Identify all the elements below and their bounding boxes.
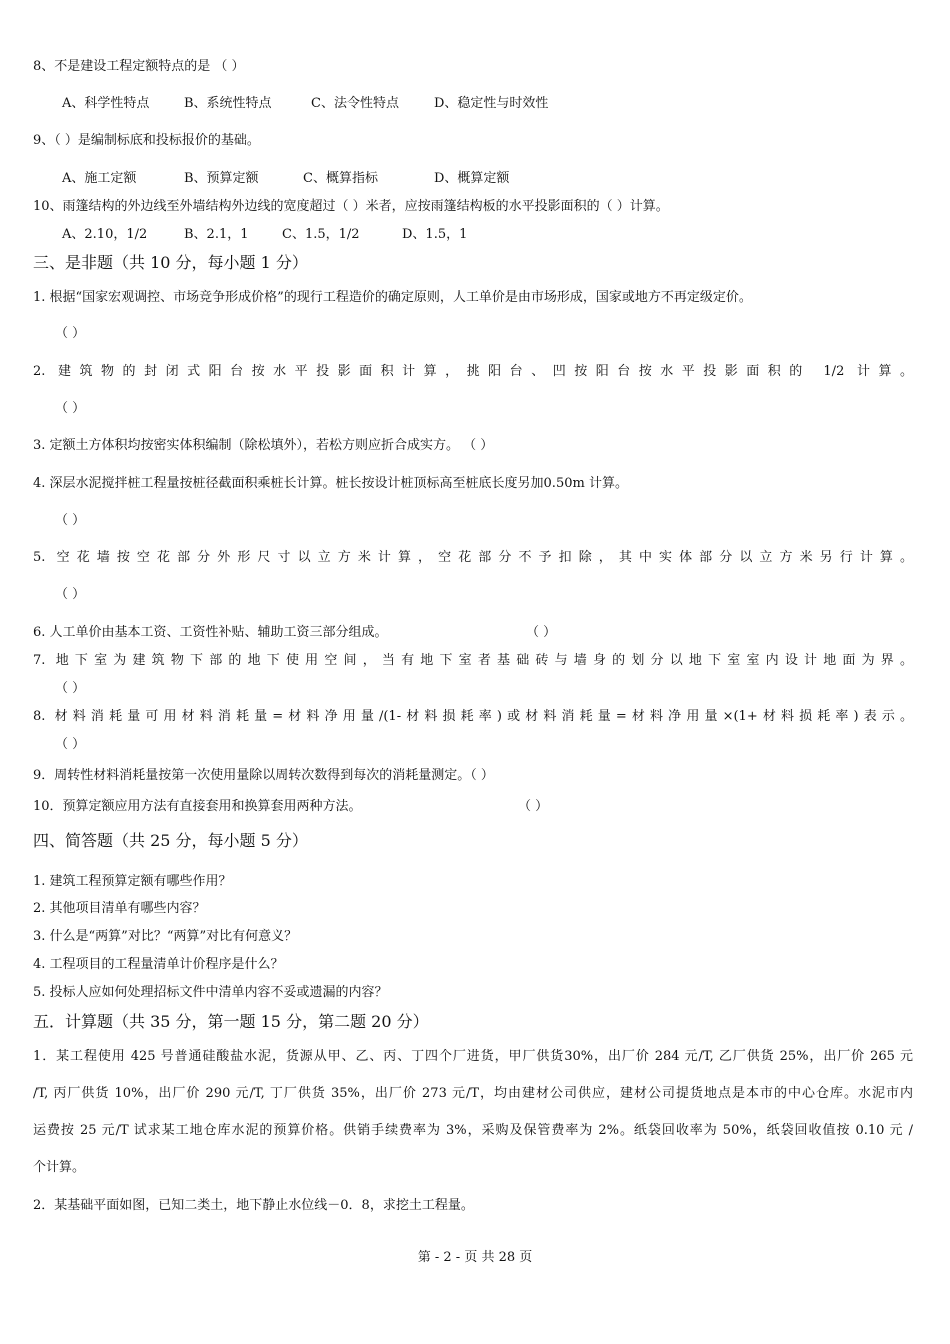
sa-item: 4. 工程项目的工程量清单计价程序是什么？ (33, 957, 284, 972)
calc-q1-line: /T, 丙厂供货 10%，出厂价 290 元/T, 丁厂供货 35%，出厂价 273 元/T，均由建材公司供应，建材公司提货地点是本市的中心仓库。水泥市内 (33, 1086, 913, 1101)
mc-q9-option-c: C、概算指标 (303, 171, 378, 186)
mc-q8: 8、不是建设工程定额特点的是 （ ） (33, 59, 245, 74)
mc-q10-option-b: B、2.1，1 (184, 227, 249, 242)
mc-q8-option-a: A、科学性特点 (62, 96, 150, 111)
tf-q2-answer-blank: （ ） (55, 401, 86, 416)
tf-q10-answer-blank: （ ） (518, 799, 549, 814)
tf-q10: 10．预算定额应用方法有直接套用和换算套用两种方法。 (33, 799, 362, 814)
tf-q1: 1. 根据“国家宏观调控、市场竞争形成价格”的现行工程造价的确定原则，人工单价是由市场形成，国家或地方不再定级定价。 (33, 290, 752, 305)
tf-q6: 6. 人工单价由基本工资、工资性补贴、辅助工资三部分组成。 (33, 625, 388, 640)
calc-q1-line: 1．某工程使用 425 号普通硅酸盐水泥，货源从甲、乙、丙、丁四个厂进货，甲厂供货30%，出厂价 284 元/T, 乙厂供货 25%，出厂价 265 元 (33, 1049, 913, 1064)
tf-q8-answer-blank: （ ） (55, 737, 86, 752)
mc-q9-option-a: A、施工定额 (62, 171, 137, 186)
tf-q7-answer-blank: （ ） (55, 681, 86, 696)
calc-q2: 2．某基础平面如图，已知二类土，地下静止水位线－0．8，求挖土工程量。 (33, 1198, 474, 1213)
mc-q9: 9、（ ）是编制标底和投标报价的基础。 (33, 133, 260, 148)
tf-q8: 8. 材料消耗量可用材料消耗量=材料净用量/(1-材料损耗率)或材料消耗量=材料净用量×(1+材料损耗率)表示。 (33, 709, 913, 724)
tf-q5: 5. 空花墙按空花部分外形尺寸以立方米计算，空花部分不予扣除，其中实体部分以立方米另行计算。 (33, 550, 913, 565)
tf-q4: 4. 深层水泥搅拌桩工程量按桩径截面积乘桩长计算。桩长按设计桩顶标高至桩底长度另加0.50m 计算。 (33, 476, 628, 491)
tf-q7: 7. 地下室为建筑物下部的地下使用空间，当有地下室者基础砖与墙身的划分以地下室室内设计地面为界。 (33, 653, 913, 668)
mc-q8-option-d: D、稳定性与时效性 (434, 96, 549, 111)
tf-q1-answer-blank: （ ） (55, 326, 86, 341)
page-footer: 第 - 2 - 页 共 28 页 (417, 1250, 533, 1265)
tf-q4-answer-blank: （ ） (55, 513, 86, 528)
section-heading-short-answer: 四、简答题（共 25 分，每小题 5 分） (33, 831, 308, 850)
mc-q9-option-b: B、预算定额 (184, 171, 259, 186)
mc-q10-option-d: D、1.5，1 (402, 227, 468, 242)
sa-item: 3. 什么是“两算”对比？“两算”对比有何意义？ (33, 929, 298, 944)
sa-item: 5. 投标人应如何处理招标文件中清单内容不妥或遗漏的内容？ (33, 985, 388, 1000)
tf-q6-answer-blank: （ ） (526, 625, 557, 640)
sa-item: 2. 其他项目清单有哪些内容？ (33, 901, 206, 916)
mc-q10-option-c: C、1.5，1/2 (282, 227, 360, 242)
tf-q9: 9．周转性材料消耗量按第一次使用量除以周转次数得到每次的消耗量测定。（ ） (33, 768, 494, 783)
mc-q8-option-b: B、系统性特点 (184, 96, 272, 111)
tf-q5-answer-blank: （ ） (55, 587, 86, 602)
sa-item: 1. 建筑工程预算定额有哪些作用？ (33, 874, 232, 889)
mc-q10-option-a: A、2.10，1/2 (62, 227, 148, 242)
section-heading-true-false: 三、是非题（共 10 分，每小题 1 分） (33, 253, 308, 272)
mc-q10: 10、雨篷结构的外边线至外墙结构外边线的宽度超过（ ）米者，应按雨篷结构板的水平投影面积的（ ）计算。 (33, 199, 669, 214)
calc-q1-line: 运费按 25 元/T 试求某工地仓库水泥的预算价格。供销手续费率为 3%，采购及保管费率为 2%。纸袋回收率为 50%，纸袋回收值按 0.10 元 / (33, 1123, 913, 1138)
mc-q9-option-d: D、概算定额 (434, 171, 510, 186)
section-heading-calculation: 五．计算题（共 35 分，第一题 15 分，第二题 20 分） (33, 1012, 429, 1031)
calc-q1-line: 个计算。 (33, 1160, 86, 1175)
mc-q8-option-c: C、法令性特点 (311, 96, 399, 111)
tf-q3: 3. 定额土方体积均按密实体积编制（除松填外），若松方则应折合成实方。 （ ） (33, 438, 494, 453)
tf-q2: 2. 建筑物的封闭式阳台按水平投影面积计算，挑阳台、凹按阳台按水平投影面积的 1/2 计算。 (33, 364, 913, 379)
